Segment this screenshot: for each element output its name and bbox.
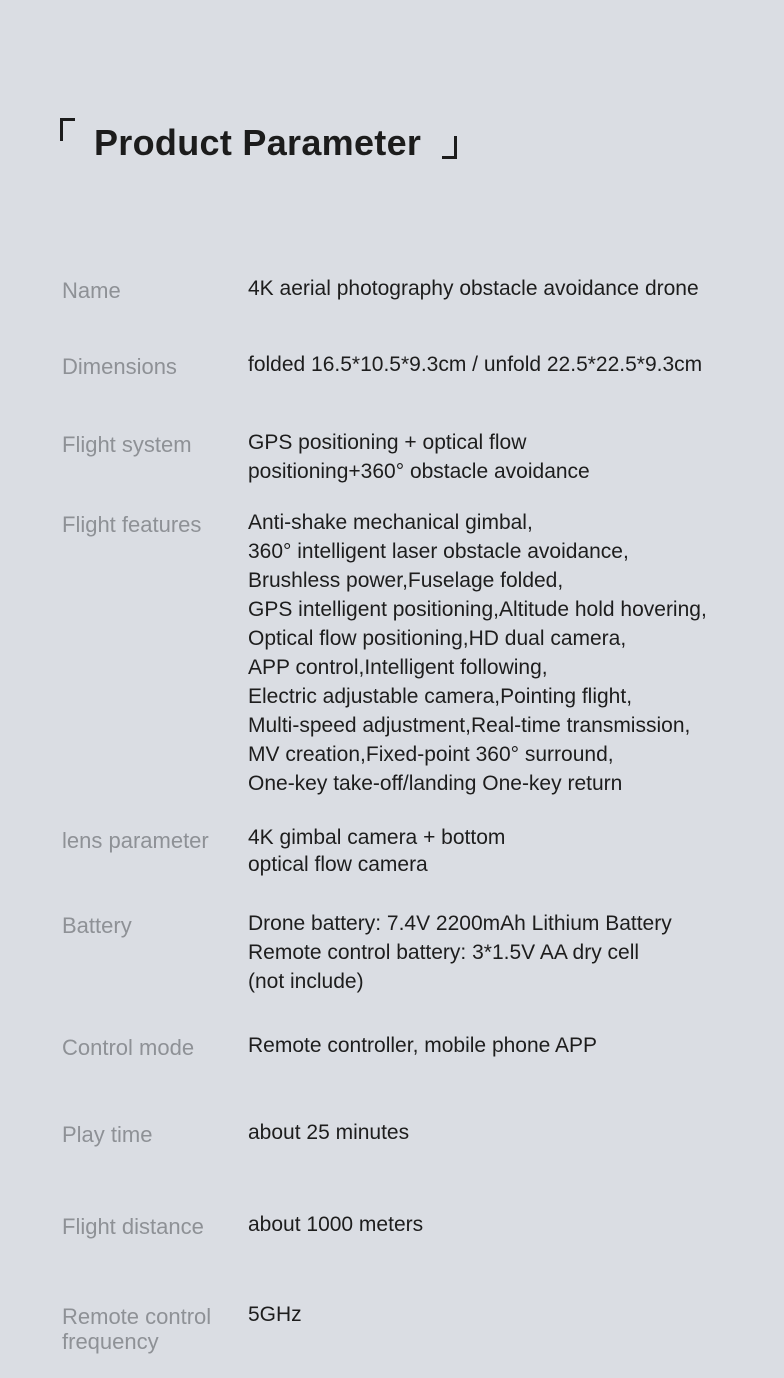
param-value-line: Anti-shake mechanical gimbal,: [248, 511, 533, 534]
param-value-line: 4K aerial photography obstacle avoidance drone: [248, 277, 699, 300]
param-label: lens parameter: [62, 828, 209, 853]
param-value-line: folded 16.5*10.5*9.3cm / unfold 22.5*22.5*9.3cm: [248, 353, 703, 376]
param-value-line: MV creation,Fixed-point 360° surround,: [248, 743, 614, 766]
param-label: Flight distance: [62, 1214, 204, 1239]
param-value-line: optical flow camera: [248, 853, 428, 876]
param-value: [248, 350, 778, 379]
param-label: Flight system: [62, 432, 192, 457]
param-value-line: Drone battery: 7.4V 2200mAh Lithium Battery: [248, 912, 672, 935]
param-value: [248, 1031, 778, 1060]
param-value: [248, 824, 778, 878]
param-value-line: Remote controller, mobile phone APP: [248, 1034, 598, 1057]
param-value-line: One-key take-off/landing One-key return: [248, 772, 623, 795]
param-value: [248, 508, 778, 798]
param-label: Flight features: [62, 512, 202, 537]
param-value: [248, 1210, 778, 1239]
param-label: Name: [62, 278, 121, 303]
param-value-line: about 1000 meters: [248, 1213, 424, 1236]
param-label: Play time: [62, 1122, 153, 1147]
param-value: [248, 428, 778, 486]
param-value-line: 4K gimbal camera + bottom: [248, 826, 506, 849]
param-value-line: Electric adjustable camera,Pointing flight,: [248, 685, 633, 708]
param-value-line: Remote control battery: 3*1.5V AA dry cell: [248, 941, 640, 964]
param-value-line: Multi-speed adjustment,Real-time transmission,: [248, 714, 691, 737]
param-value-line: Optical flow positioning,HD dual camera,: [248, 627, 627, 650]
param-value-line: GPS intelligent positioning,Altitude hold hovering,: [248, 598, 707, 621]
section-title: [58, 112, 558, 172]
param-value-line: APP control,Intelligent following,: [248, 656, 548, 679]
param-label: Battery: [62, 913, 132, 938]
param-value-line: 5GHz: [248, 1303, 302, 1326]
param-value-line: positioning+360° obstacle avoidance: [248, 460, 590, 483]
param-label: Control mode: [62, 1035, 195, 1060]
param-value: [248, 1118, 778, 1147]
param-value-line: 360° intelligent laser obstacle avoidance,: [248, 540, 629, 563]
param-label: Dimensions: [62, 354, 177, 379]
page-title: Product Parameter: [94, 122, 422, 163]
bracket-close-icon: [442, 136, 457, 159]
param-value: [248, 1300, 778, 1329]
bracket-open-icon: [60, 118, 75, 141]
param-value-line: Brushless power,Fuselage folded,: [248, 569, 564, 592]
param-value-line: about 25 minutes: [248, 1121, 410, 1144]
param-value: [248, 274, 778, 303]
param-value-line: (not include): [248, 970, 364, 993]
param-value: [248, 909, 778, 996]
param-label: Remote control frequency: [62, 1304, 212, 1354]
param-value-line: GPS positioning + optical flow: [248, 431, 527, 454]
